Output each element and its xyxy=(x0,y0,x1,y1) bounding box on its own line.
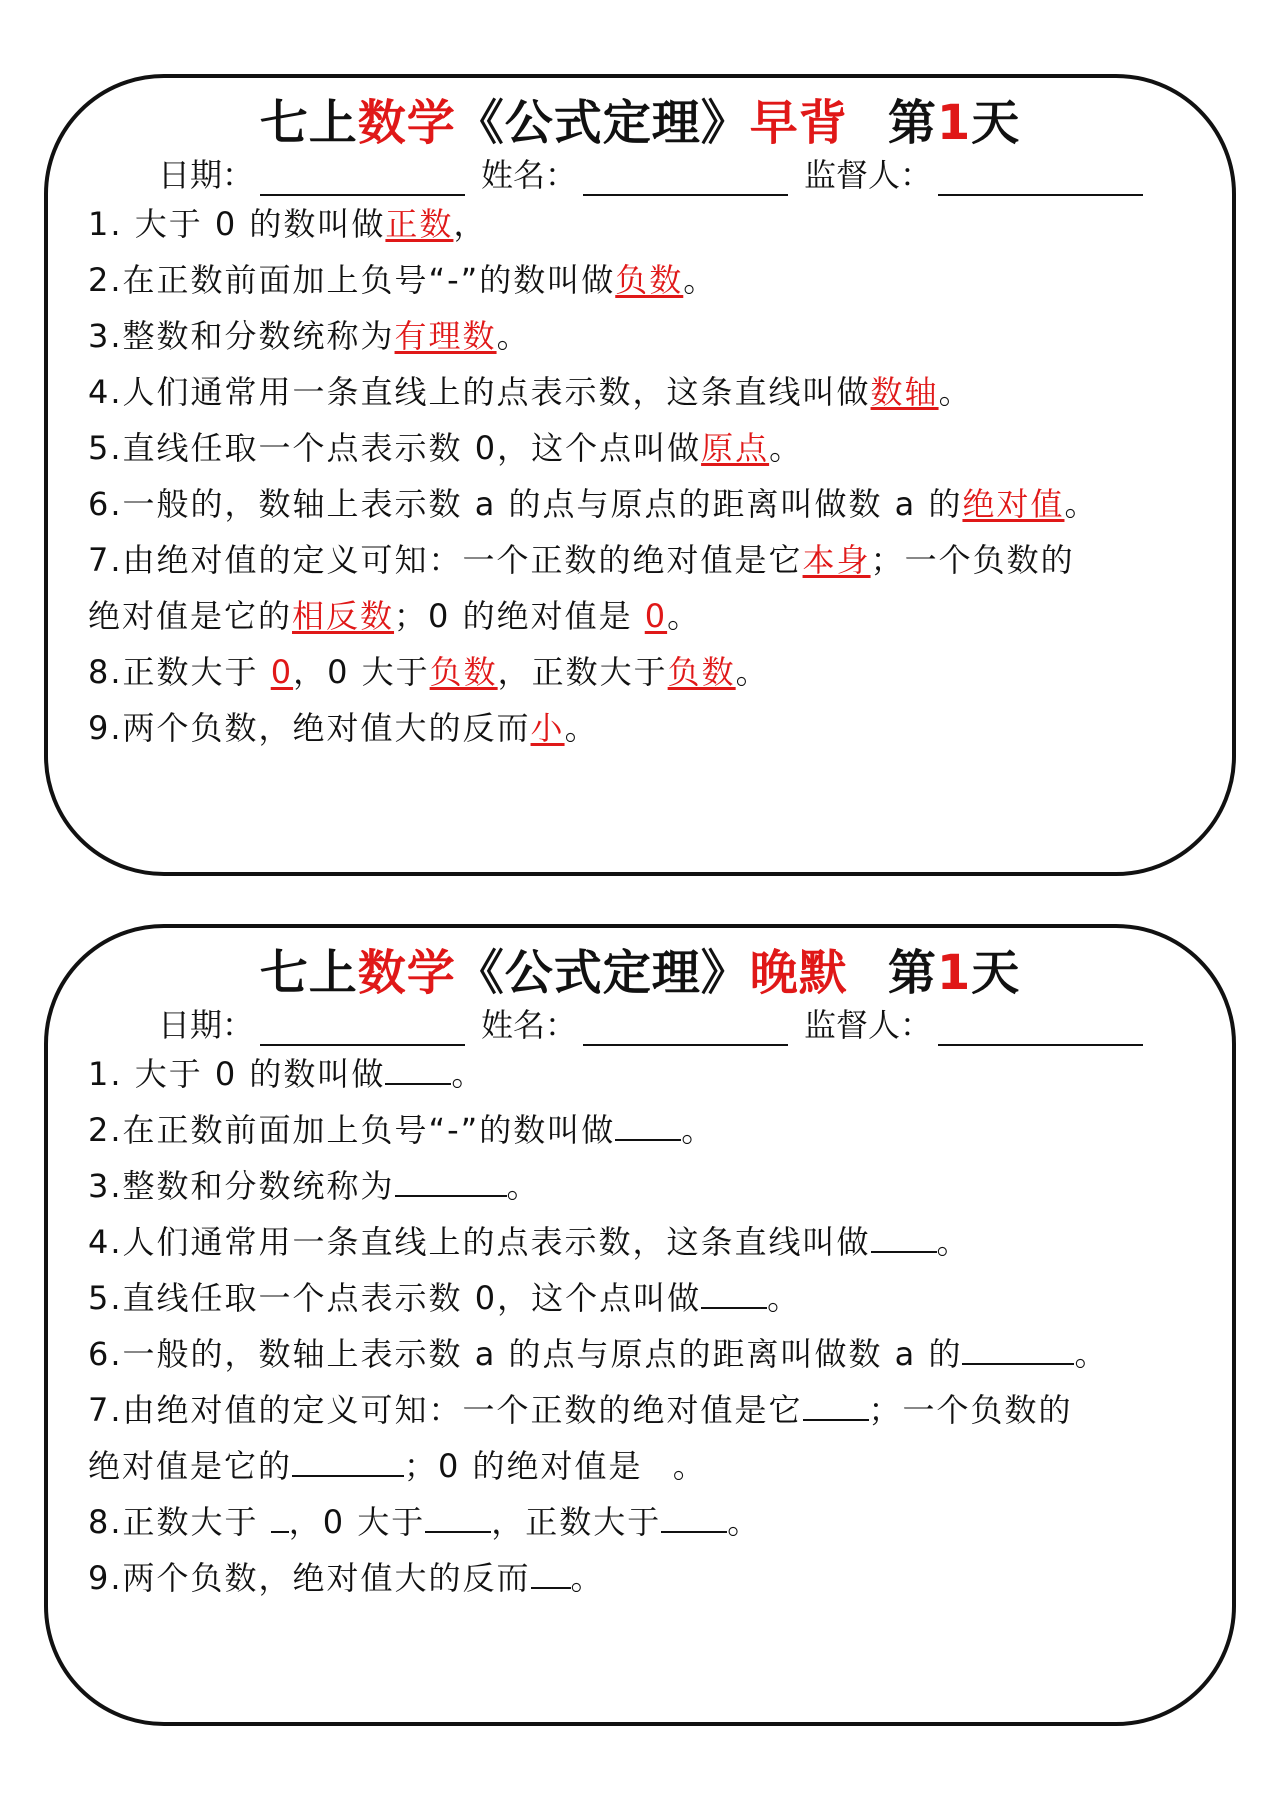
item-5: 5.直线任取一个点表示数 0，这个点叫做 。 xyxy=(88,1279,802,1317)
morning-recite-card xyxy=(44,74,1236,876)
name-label: 姓名： xyxy=(481,1006,578,1044)
item-3: 3.整数和分数统称为有理数。 xyxy=(88,317,531,355)
item-1: 1. 大于 0 的数叫做 。 xyxy=(88,1055,486,1093)
answer-blank[interactable] xyxy=(871,1223,937,1253)
item-7-cont: 绝对值是它的 ；0 的绝对值是 。 xyxy=(88,1447,707,1485)
answer: 0 xyxy=(644,597,668,635)
item-3: 3.整数和分数统称为 。 xyxy=(88,1167,541,1205)
item-9: 9.两个负数，绝对值大的反而小。 xyxy=(88,709,599,747)
card-title xyxy=(48,84,1232,153)
supervisor-label: 监督人： xyxy=(804,156,933,194)
title-subject: 数学 xyxy=(357,945,456,1001)
answer-blank[interactable] xyxy=(803,1391,869,1421)
title-mode: 早背 xyxy=(749,95,848,151)
day-prefix: 第 xyxy=(887,945,937,1001)
card-title xyxy=(48,934,1232,1003)
answer-blank[interactable] xyxy=(425,1503,491,1533)
date-field[interactable] xyxy=(260,1014,465,1046)
answer: 负数 xyxy=(429,653,498,691)
answer-blank[interactable] xyxy=(962,1335,1074,1365)
item-8: 8.正数大于 ，0 大于 ，正数大于 。 xyxy=(88,1503,762,1541)
answer-blank[interactable] xyxy=(531,1559,571,1589)
item-2: 2.在正数前面加上负号“-”的数叫做负数。 xyxy=(88,261,718,299)
date-field[interactable] xyxy=(260,164,465,196)
item-2: 2.在正数前面加上负号“-”的数叫做 。 xyxy=(88,1111,716,1149)
answer: 负数 xyxy=(615,261,684,299)
answer-blank[interactable] xyxy=(701,1279,767,1309)
meta-row xyxy=(158,1000,1159,1046)
answer-blank[interactable] xyxy=(661,1503,727,1533)
day-prefix: 第 xyxy=(887,95,937,151)
item-6: 6.一般的，数轴上表示数 a 的点与原点的距离叫做数 a 的绝对值。 xyxy=(88,485,1099,523)
title-book: 《公式定理》 xyxy=(455,945,750,1001)
supervisor-field[interactable] xyxy=(938,164,1143,196)
name-label: 姓名： xyxy=(481,156,578,194)
day-number: 1 xyxy=(936,945,972,1001)
name-field[interactable] xyxy=(583,164,788,196)
supervisor-field[interactable] xyxy=(938,1014,1143,1046)
answer: 负数 xyxy=(667,653,736,691)
item-7: 7.由绝对值的定义可知：一个正数的绝对值是它本身；一个负数的 xyxy=(88,541,1075,579)
meta-row xyxy=(158,150,1159,196)
item-9: 9.两个负数，绝对值大的反而 。 xyxy=(88,1559,605,1597)
title-book: 《公式定理》 xyxy=(455,95,750,151)
day-number: 1 xyxy=(936,95,972,151)
day-suffix: 天 xyxy=(971,95,1021,151)
item-4: 4.人们通常用一条直线上的点表示数，这条直线叫做数轴。 xyxy=(88,373,973,411)
answer-blank[interactable] xyxy=(292,1447,404,1477)
supervisor-label: 监督人： xyxy=(804,1006,933,1044)
answer: 本身 xyxy=(802,541,871,579)
answer: 绝对值 xyxy=(962,485,1065,523)
item-6: 6.一般的，数轴上表示数 a 的点与原点的距离叫做数 a 的 。 xyxy=(88,1335,1109,1373)
item-7-cont: 绝对值是它的相反数；0 的绝对值是 0。 xyxy=(88,597,702,635)
date-label: 日期： xyxy=(158,156,255,194)
answer: 小 xyxy=(530,709,565,747)
title-grade: 七上 xyxy=(259,945,358,1001)
item-5: 5.直线任取一个点表示数 0，这个点叫做原点。 xyxy=(88,429,804,467)
item-8: 8.正数大于 0，0 大于负数，正数大于负数。 xyxy=(88,653,770,691)
item-1: 1. 大于 0 的数叫做正数， xyxy=(88,205,488,243)
day-suffix: 天 xyxy=(971,945,1021,1001)
answer: 正数 xyxy=(385,205,454,243)
answer: 有理数 xyxy=(394,317,497,355)
title-subject: 数学 xyxy=(357,95,456,151)
name-field[interactable] xyxy=(583,1014,788,1046)
title-grade: 七上 xyxy=(259,95,358,151)
title-mode: 晚默 xyxy=(749,945,848,1001)
answer: 0 xyxy=(270,653,294,691)
answer: 相反数 xyxy=(292,597,395,635)
date-label: 日期： xyxy=(158,1006,255,1044)
answer-blank[interactable] xyxy=(271,1503,289,1533)
answer: 原点 xyxy=(701,429,770,467)
answer: 数轴 xyxy=(870,373,939,411)
answer-blank[interactable] xyxy=(385,1055,451,1085)
item-7: 7.由绝对值的定义可知：一个正数的绝对值是它 ；一个负数的 xyxy=(88,1391,1073,1429)
answer-blank[interactable] xyxy=(395,1167,507,1197)
answer-blank[interactable] xyxy=(615,1111,681,1141)
item-4: 4.人们通常用一条直线上的点表示数，这条直线叫做 。 xyxy=(88,1223,971,1261)
evening-dictation-card xyxy=(44,924,1236,1726)
